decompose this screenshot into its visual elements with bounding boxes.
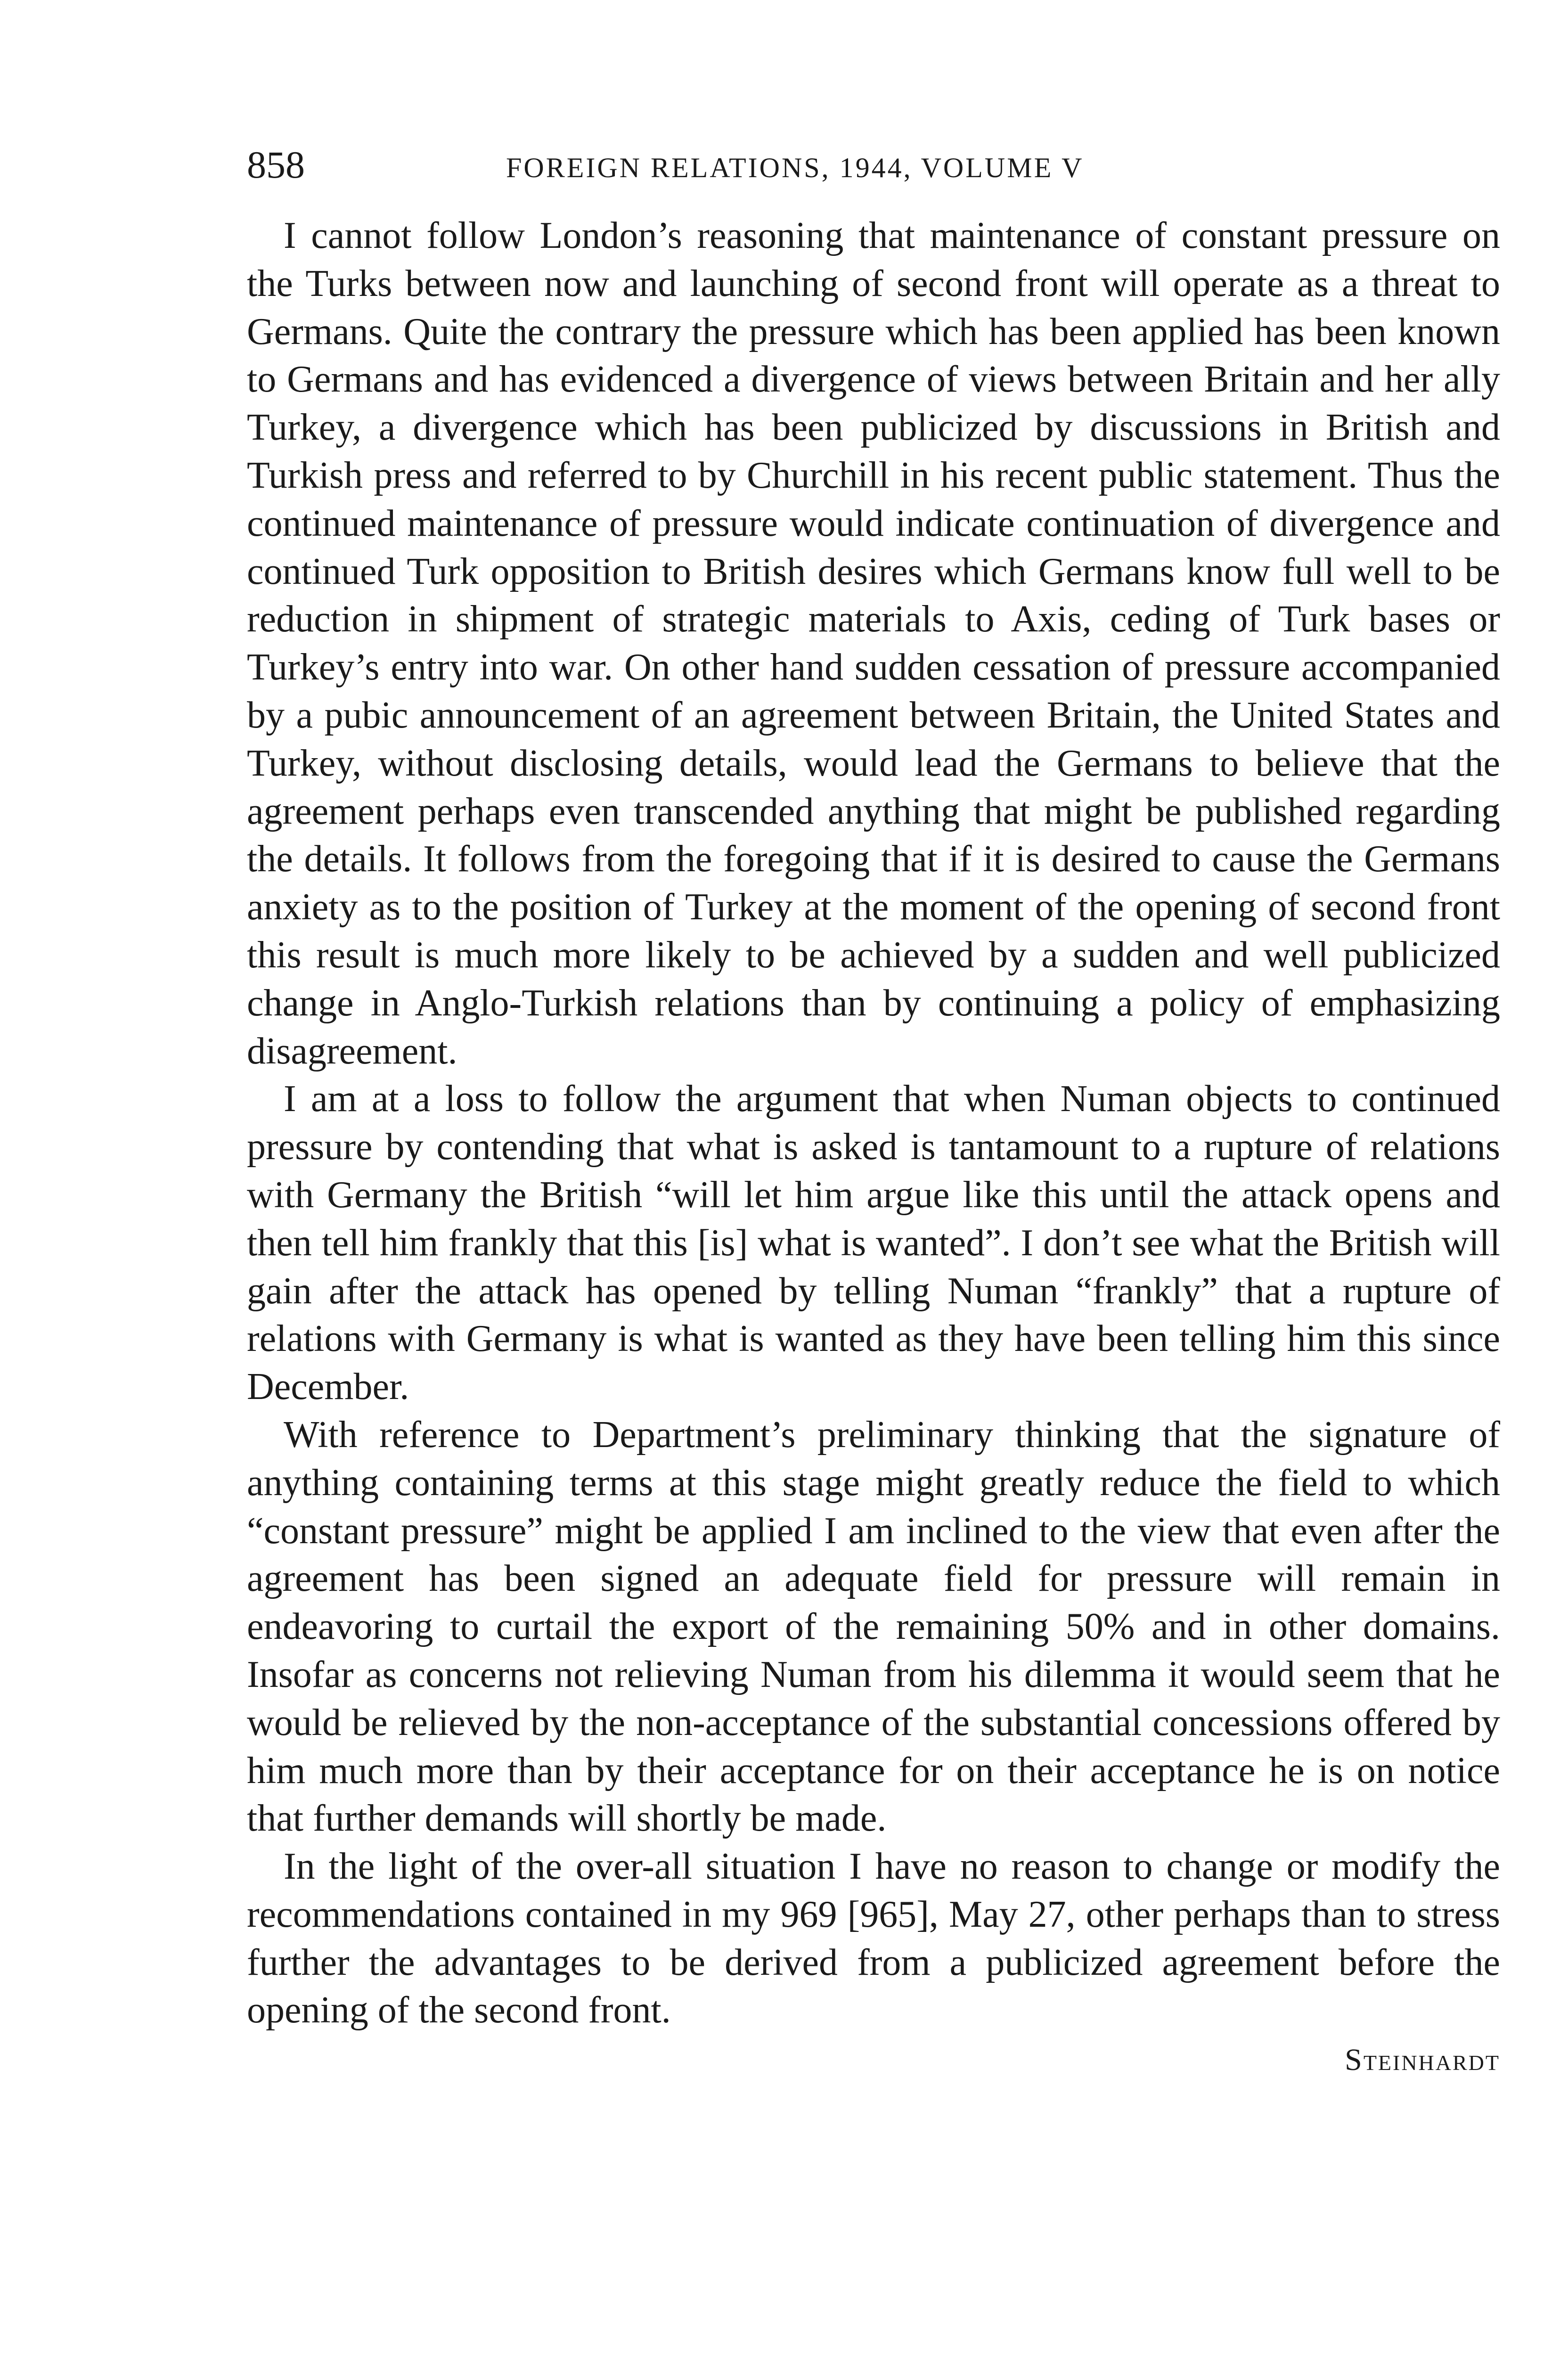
signature: Steinhardt: [1345, 2043, 1500, 2078]
paragraph-1: I cannot follow London’s reasoning that maintenance of constant pressure on the Turks between now and launching of second front will operate as a threat to Germans. Quite the contrary the pressure which has been applied has been known to Germans and has evidenced a divergence of views between Britain and her ally Turkey, a divergence which has been publicized by discussions in British and Turkish press and referred to by Churchill in his recent public statement. Thus the continued maintenance of pressure would indicate continuation of divergence and continued Turk opposition to British desires which Germans know full well to be reduction in shipment of strategic materials to Axis, ceding of Turk bases or Turkey’s entry into war. On other hand sudden cessation of pressure accompanied by a pubic announcement of an agreement between Britain, the United States and Turkey, without disclosing details, would lead the Germans to believe that the agreement perhaps even transcended anything that might be published regarding the details. It follows from the foregoing that if it is desired to cause the Germans anxiety as to the position of Turkey at the moment of the opening of second front this result is much more likely to be achieved by a sudden and well publicized change in Anglo-Turkish relations than by continuing a policy of emphasizing disagreement.: [247, 215, 1500, 1072]
paragraph-4: In the light of the over-all situation I have no reason to change or modify the recommendations contained in my 969 [965], May 27, other perhaps than to stress further the advantages to be derived from a publicized agreement before the opening of the second front.: [247, 1846, 1500, 2031]
body-text: [247, 212, 1500, 2084]
running-head-title: FOREIGN RELATIONS, 1944, VOLUME V: [506, 152, 1084, 183]
document-page: [247, 141, 1500, 2084]
page-number: 858: [247, 143, 305, 186]
paragraph-3: With reference to Department’s preliminary thinking that the signature of anything containing terms at this stage might greatly reduce the field to which “constant pressure” might be applied I am inclined to the view that even after the agreement has been signed an adequate field for pressure will remain in endeavoring to curtail the export of the remaining 50% and in other domains. Insofar as concerns not relieving Numan from his dilemma it would seem that he would be relieved by the non-acceptance of the substantial concessions offered by him much more than by their acceptance for on their acceptance he is on notice that further demands will shortly be made.: [247, 1414, 1500, 1840]
running-head: [247, 141, 1500, 193]
paragraph-2: I am at a loss to follow the argument that when Numan objects to continued pressure by contending that what is asked is tantamount to a rupture of relations with Germany the British “will let him argue like this until the attack opens and then tell him frankly that this [is] what is wanted”. I don’t see what the British will gain after the attack has opened by telling Numan “frankly” that a rupture of relations with Germany is what is wanted as they have been telling him this since December.: [247, 1078, 1500, 1408]
